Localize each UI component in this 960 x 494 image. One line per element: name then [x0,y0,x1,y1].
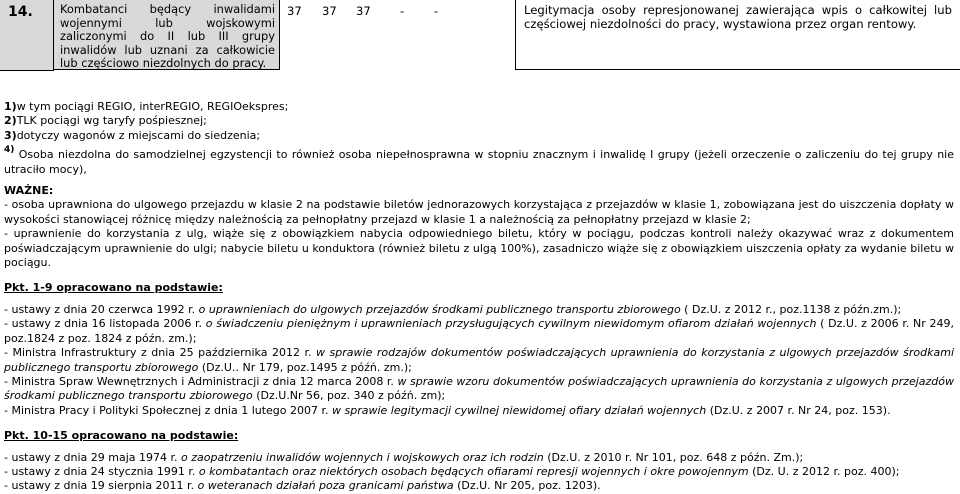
basis-item: - ustawy z dnia 19 sierpnia 2011 r. o weteranach działań poza granicami państwa (Dz.U. Nr 205, poz. 1203). [4,479,601,493]
value-cell-3: 37 [356,4,371,18]
basis-item: - Ministra Spraw Wewnętrznych i Administracji z dnia 12 marca 2008 r. w sprawie wzoru dokumentów poświadczających uprawnienia do korzystania z ulgowych przejazdów środkami publicznego transportu zbiorowego (Dz.U.Nr 56, poz. 340 z późń. zm); [4,374,954,403]
basis-item: - Ministra Infrastruktury z dnia 25 października 2012 r. w sprawie rodzajów dokumentów poświadczających uprawnienia do korzystania z ulgowych przejazdów środkami publicznego transportu zbiorowego (Dz.U.. Nr 179, poz.1495 z późń. zm.); [4,346,954,374]
value-cell-1: 37 [287,4,302,18]
basis-item: - Ministra Pracy i Polityki Społecznej z dnia 1 lutego 2007 r. w sprawie legitymacji cywilnej niewidomej ofiary działań wojennych (Dz.U. z 2007 r. Nr 24, poz. 153). [4,403,891,417]
table-row [0,0,960,70]
notes-section [4,100,954,494]
basis-item: - ustawy z dnia 20 czerwca 1992 r. o uprawnieniach do ulgowych przejazdów środkami publicznego transportu zbiorowego ( Dz.U. z 2012 r., poz.1138 z późn.zm.); [4,302,902,316]
footnote-4: $^{4)}$ Osoba niezdolna do samodzielnej egzystencji to również osoba niepełnosprawna w stopniu znacznym i inwalidę I grupy (jeżeli orzeczenie o zaliczeniu do tej grupy nie utraciło mocy), [4,145,955,176]
row-number: 14. [8,4,33,20]
important-paragraph-1: - osoba uprawniona do ulgowego przejazdu w klasie 2 na podstawie biletów jednorazowych korzystająca z przejazdów w klasie 1, zobowiązana jest do uiszczenia dopłaty w wysokości stanowiącej różnicę między należnością za pełnopłatny przejazd w klasie 1 a należnością za pełnopłatny przejazd w klasie 2; [4,198,954,226]
row-number-cell [0,0,54,71]
basis-item: - ustawy z dnia 29 maja 1974 r. o zaopatrzeniu inwalidów wojennych i wojskowych oraz ich rodzin (Dz.U. z 2010 r. Nr 101, poz. 648 z późn. Zm.); [4,450,804,464]
row-description: Kombatanci będący inwalidami wojennymi lub wojskowymi zaliczonymi do II lub III grupy inwalidów lub uznani za całkowicie lub częściowo niezdolnych do pracy. [54,0,280,70]
footnote-2: 2)TLK pociągi wg taryfy pośpiesznej; [4,114,207,128]
footnote-1: 1)w tym pociągi REGIO, interREGIO, REGIOekspres; [4,100,289,113]
basis-heading-1: Pkt. 1-9 opracowano na podstawie: [4,281,223,295]
value-cell-2: 37 [322,4,337,18]
footnote-3: 3)dotyczy wagonów z miejscami do siedzenia; [4,128,261,142]
row-document: Legitymacja osoby represjonowanej zawierająca wpis o całkowitej lub częściowej niezdolności do pracy, wystawiona przez organ rentowy. [515,0,960,70]
basis-item: - ustawy z dnia 24 stycznia 1991 r. o kombatantach oraz niektórych osobach będących ofiarami represji wojennych i okre powojennym (Dz. U. z 2012 r. poz. 400); [4,464,900,478]
value-cell-4: - [400,4,405,18]
value-cell-5: - [434,4,439,18]
important-paragraph-2: - uprawnienie do korzystania z ulg, wiąże się z obowiązkiem nabycia odpowiedniego biletu, który w pociągu, podczas kontroli należy okazywać wraz z dokumentem poświadczającym uprawnienie do ulgi; nabycie biletu u konduktora (również biletu z ulgą 100%), zasadniczo wiąże się z obowiązkiem uiszczenia opłaty za wydanie biletu w pociągu. [4,227,954,270]
basis-heading-2: Pkt. 10-15 opracowano na podstawie: [4,429,239,443]
basis-item: - ustawy z dnia 16 listopada 2006 r. o świadczeniu pieniężnym i uprawnieniach przysługujących cywilnym niewidomym ofiarom działań wojennych ( Dz.U. z 2006 r. Nr 249, poz.1824 z poz. 1824 z późn. zm.); [4,317,954,345]
important-heading: WAŻNE: [4,184,54,198]
